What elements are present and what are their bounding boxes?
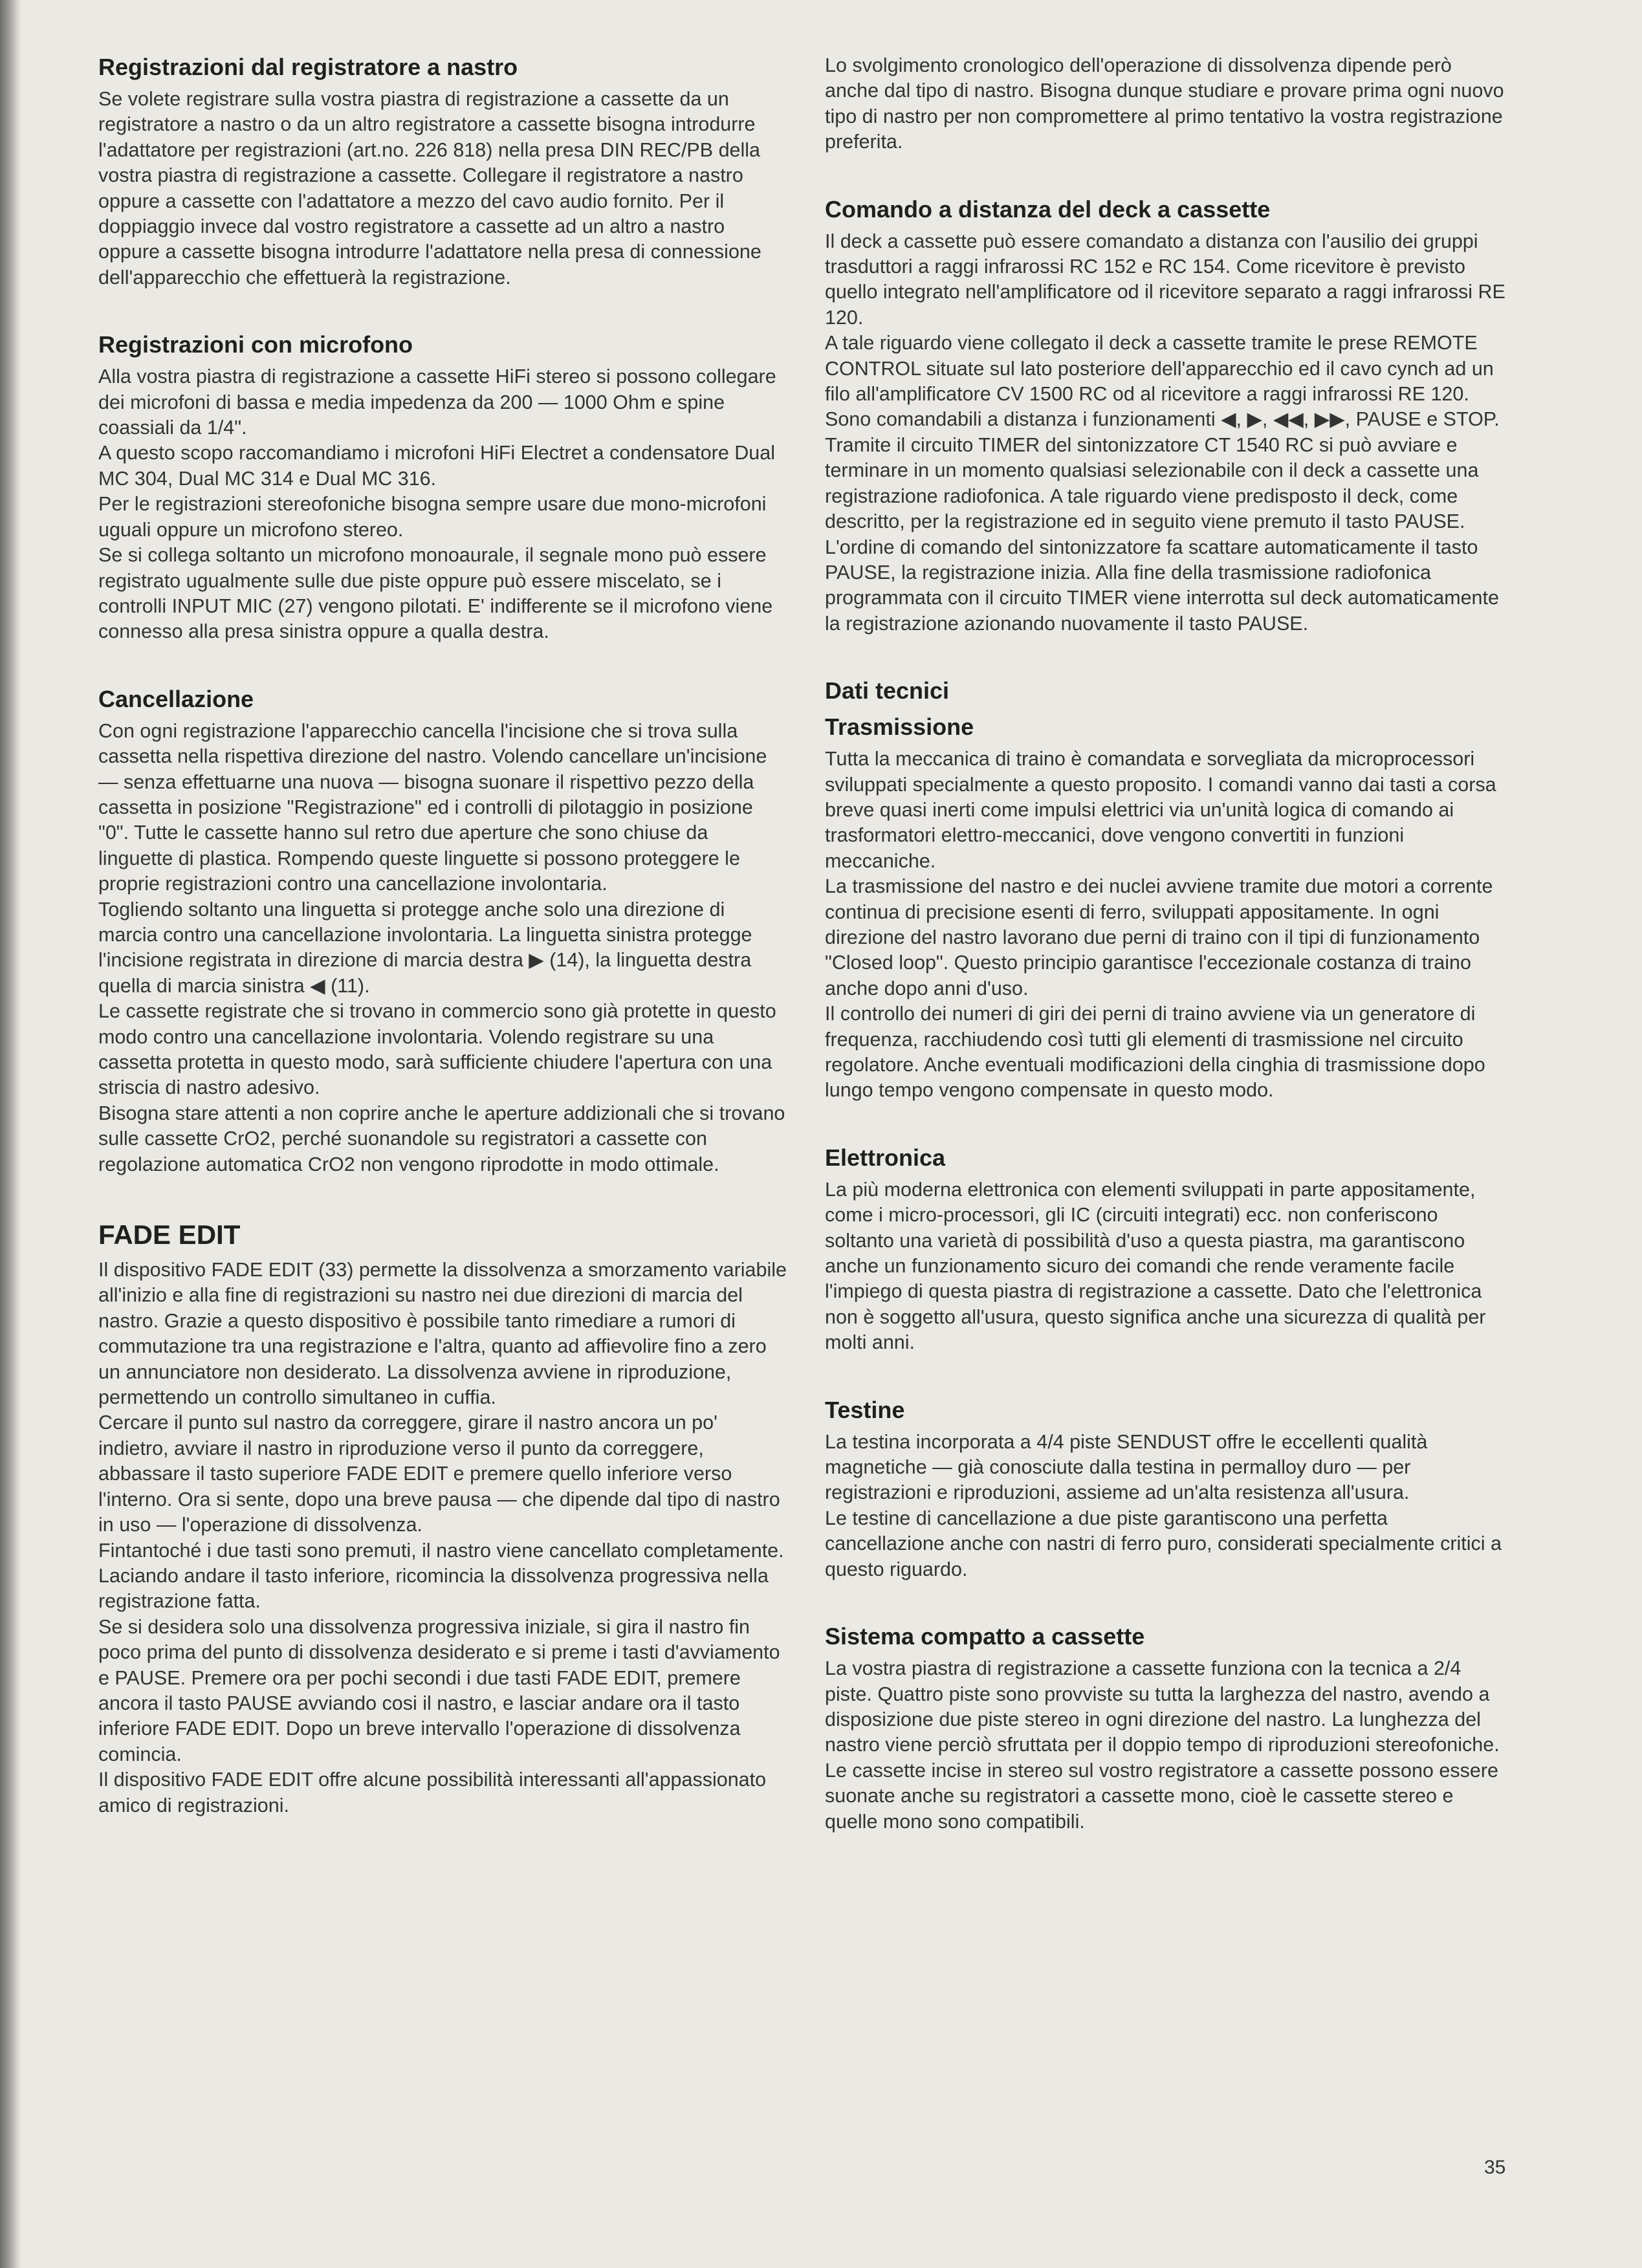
section-heading: Comando a distanza del deck a cassette bbox=[825, 195, 1271, 223]
page-number: 35 bbox=[1484, 2157, 1506, 2178]
body-paragraph: Il deck a cassette può essere comandato a distanza con l'ausilio dei gruppi trasduttori a raggi infrarossi RC 152 e RC 154. Come ricevitore è previsto quello integrato nell'amplificatore od il ricevitore separato a raggi infrarossi RE 120. bbox=[825, 230, 1505, 329]
section-heading: Registrazioni con microfono bbox=[98, 331, 413, 358]
section-heading: Registrazioni dal registratore a nastro bbox=[98, 54, 518, 80]
section-heading: Elettronica bbox=[825, 1144, 946, 1171]
body-paragraph: Il dispositivo FADE EDIT (33) permette la dissolvenza a smorzamento variabile all'inizio e alla fine di registrazioni su nastro nei due direzioni di marcia del nastro. Grazie a questo dispositivo è possibile tanto rimediare a rumori di commutazione tra una registrazione e l'altra, quanto ad affievolire fino a zero un annunciatore non desiderato. La dissolvenza avviene in riproduzione, permettendo un controllo simultaneo in cuffia. bbox=[98, 1259, 787, 1409]
body-paragraph: Con ogni registrazione l'apparecchio cancella l'incisione che si trova sulla cassetta nella rispettiva direzione del nastro. Volendo cancellare un'incisione — senza effettuarne una nuova — bisogna suonare il rispettivo pezzo della cassetta in posizione "Registrazione" ed i controlli di pilotaggio in posizione "0". Tutte le cassette hanno sul retro due aperture che sono chiuse da linguette di plastica. Rompendo queste linguette si possono proteggere le proprie registrazioni contro una cancellazione involontaria. bbox=[98, 719, 767, 895]
page-binding-shadow bbox=[0, 0, 22, 2268]
section-heading: FADE EDIT bbox=[98, 1219, 241, 1250]
body-paragraph: Le testine di cancellazione a due piste garantiscono una perfetta cancellazione anche con nastri di ferro puro, considerati specialmente critici a questo riguardo. bbox=[825, 1507, 1502, 1580]
section-heading: Dati tecnici bbox=[825, 677, 950, 704]
body-paragraph: Alla vostra piastra di registrazione a cassette HiFi stereo si possono collegare dei microfoni di bassa e media impedenza da 200 — 1000 Ohm e spine coassiali da 1/4". bbox=[98, 365, 776, 439]
body-paragraph: La vostra piastra di registrazione a cassette funziona con la tecnica a 2/4 piste. Quattro piste sono provviste su tutta la larghezza del nastro, avendo a disposizione due piste stereo in ogni direzione del nastro. La lunghezza del nastro viene perciò sfruttata per il doppio tempo di riproduzioni stereofoniche. bbox=[825, 1657, 1500, 1756]
section-heading: Trasmissione bbox=[825, 714, 974, 741]
body-paragraph: La trasmissione del nastro e dei nuclei avviene tramite due motori a corrente continua di precisione esenti di ferro, sviluppati appositamente. In ogni direzione del nastro lavorano due perni di traino con il tipi di funzionamento "Closed loop". Questo principio garantisce l'eccezionale costanza di traino anche dopo anni d'uso. bbox=[825, 875, 1493, 999]
body-paragraph: Il dispositivo FADE EDIT offre alcune possibilità interessanti all'appassionato amico di registrazioni. bbox=[98, 1769, 767, 1816]
section-heading: Sistema compatto a cassette bbox=[825, 1623, 1145, 1650]
left-column bbox=[98, 53, 788, 1818]
body-paragraph: Bisogna stare attenti a non coprire anche le aperture addizionali che si trovano sulle cassette CrO2, perché suonandole su registratori a cassette con regolazione automatica CrO2 non vengono riprodotte in modo ottimale. bbox=[98, 1102, 785, 1175]
section-heading: Cancellazione bbox=[98, 685, 254, 712]
body-paragraph: Tramite il circuito TIMER del sintonizzatore CT 1540 RC si può avviare e terminare in un momento qualsiasi selezionabile con il deck a cassette una registrazione radiofonica. A tale riguardo viene predisposto il deck, come descritto, per la registrazione ed in seguito viene premuto il tasto PAUSE. L'ordine di comando del sintonizzatore fa scattare automaticamente il tasto PAUSE, la registrazione inizia. Alla fine della trasmissione radiofonica programmata con il circuito TIMER viene interrotta sul deck automaticamente la registrazione azionando nuovamente il tasto PAUSE. bbox=[825, 433, 1499, 635]
body-paragraph: Se volete registrare sulla vostra piastra di registrazione a cassette da un registratore a nastro o da un altro registratore a cassette bisogna introdurre l'adattatore per registrazioni (art.no. 226 818) nella presa DIN REC/PB della vostra piastra di registrazione a cassette. Collegare il registratore a nastro oppure a cassette con l'adattatore a mezzo del cavo audio fornito. Per il doppiaggio invece dal vostro registratore a cassette ad un altro a nastro oppure a cassette bisogna introdurre l'adattatore nella presa di connessione dell'apparecchio che effettuerà la registrazione. bbox=[98, 88, 761, 289]
body-paragraph: Il controllo dei numeri di giri dei perni di traino avviene via un generatore di frequenza, racchiudendo così tutti gli elementi di trasmissione nel circuito regolatore. Anche eventuali modificazioni della cinghia di trasmissione dopo lungo tempo vengono compensate in questo modo. bbox=[825, 1003, 1485, 1102]
body-paragraph: A tale riguardo viene collegato il deck a cassette tramite le prese REMOTE CONTROL situate sul lato posteriore dell'apparecchio ed il cavo cynch ad un filo all'amplificatore CV 1500 RC od al ricevitore a raggi infrarossi RE 120. bbox=[825, 332, 1494, 406]
section-heading: Testine bbox=[825, 1396, 905, 1423]
body-paragraph: Fintantoché i due tasti sono premuti, il nastro viene cancellato completamente. Laciando andare il tasto inferiore, ricomincia la dissolvenza progressiva nella registrazione fatta. bbox=[98, 1539, 784, 1613]
body-paragraph: Se si desidera solo una dissolvenza progressiva iniziale, si gira il nastro fin poco prima del punto di dissolvenza desiderato e si preme i tasti d'avviamento e PAUSE. Premere ora per pochi secondi i due tasti FADE EDIT, premere ancora il tasto PAUSE avviando cosi il nastro, e lasciar andare ora il tasto inferiore FADE EDIT. Dopo un breve intervallo l'operazione di dissolvenza comincia. bbox=[98, 1615, 780, 1765]
body-paragraph: Le cassette registrate che si trovano in commercio sono già protette in questo modo contro una cancellazione involontaria. Volendo registrare su una cassetta protetta in questo modo, sarà sufficiente chiudere l'apertura con una striscia di nastro adesivo. bbox=[98, 1000, 776, 1099]
body-paragraph: Lo svolgimento cronologico dell'operazione di dissolvenza dipende però anche dal tipo di nastro. Bisogna dunque studiare e provare prima ogni nuovo tipo di nastro per non compromettere al primo tentativo la vostra registrazione preferita. bbox=[825, 54, 1504, 153]
right-column bbox=[825, 53, 1509, 1835]
body-paragraph: La più moderna elettronica con elementi sviluppati in parte appositamente, come i micro-processori, gli IC (circuiti integrati) ecc. non conferiscono soltanto una varietà di possibilità d'uso a questa piastra, ma garantiscono anche un funzionamento sicuro dei comandi che rende veramente facile l'impiego di questa piastra di registrazione a cassette. Dato che l'elettronica non è soggetto all'usura, questo significa anche una sicurezza di qualità per molti anni. bbox=[825, 1178, 1486, 1354]
body-paragraph: Se si collega soltanto un microfono monoaurale, il segnale mono può essere registrato ugualmente sulle due piste oppure può essere miscelato, se i controlli INPUT MIC (27) vengono pilotati. E' indifferente se il microfono viene connesso alla presa sinistra oppure a qualla destra. bbox=[98, 544, 773, 643]
body-paragraph: Togliendo soltanto una linguetta si protegge anche solo una direzione di marcia contro una cancellazione involontaria. La linguetta sinistra protegge l'incisione registrata in direzione di marcia destra ▶ (14), la linguetta destra quella di marcia sinistra ◀ (11). bbox=[98, 898, 752, 997]
body-paragraph: Le cassette incise in stereo sul vostro registratore a cassette possono essere suonate anche su registratori a cassette mono, cioè le cassette stereo e quelle mono sono compatibili. bbox=[825, 1759, 1498, 1833]
body-paragraph: Cercare il punto sul nastro da correggere, girare il nastro ancora un po' indietro, avviare il nastro in riproduzione verso il punto da correggere, abbassare il tasto superiore FADE EDIT e premere quello inferiore verso l'interno. Ora si sente, dopo una breve pausa — che dipende dal tipo di nastro in uso — l'operazione di dissolvenza. bbox=[98, 1412, 780, 1536]
body-paragraph: Sono comandabili a distanza i funzionamenti ◀, ▶, ◀◀, ▶▶, PAUSE e STOP. bbox=[825, 408, 1500, 431]
body-paragraph: Per le registrazioni stereofoniche bisogna sempre usare due mono-microfoni uguali oppure un microfono stereo. bbox=[98, 493, 767, 541]
body-paragraph: A questo scopo raccomandiamo i microfoni HiFi Electret a condensatore Dual MC 304, Dual MC 314 e Dual MC 316. bbox=[98, 442, 775, 490]
body-paragraph: Tutta la meccanica di traino è comandata e sorvegliata da microprocessori sviluppati specialmente a questo proposito. I comandi vanno dai tasti a corsa breve quasi inerti come impulsi elettrici via un'unità logica di comando ai trasformatori elettro-meccanici, dove vengono convertiti in funzioni meccaniche. bbox=[825, 748, 1496, 872]
body-paragraph: La testina incorporata a 4/4 piste SENDUST offre le eccellenti qualità magnetiche — già conosciute dalla testina in permalloy duro — per registrazioni e riproduzioni, assieme ad un'alta resistenza all'usura. bbox=[825, 1430, 1428, 1504]
